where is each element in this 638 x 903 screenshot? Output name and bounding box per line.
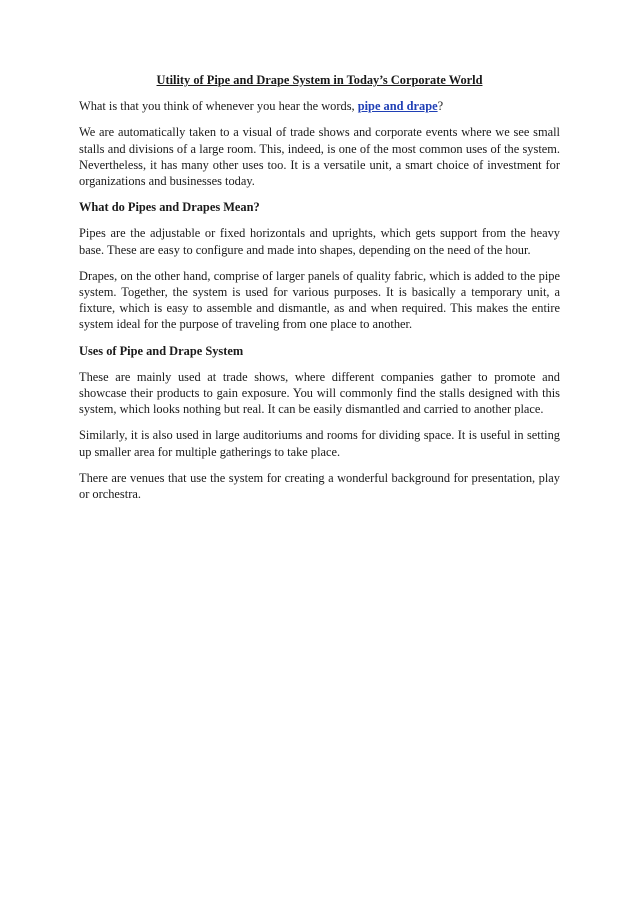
- paragraph-venues: There are venues that use the system for creating a wonderful background for presentation, play or orchestra.: [79, 470, 560, 502]
- intro-question-mark: ?: [437, 99, 444, 114]
- heading-what-do-pipes-and-drapes-mean: What do Pipes and Drapes Mean?: [79, 200, 260, 215]
- heading-uses-of-pipe-and-drape: Uses of Pipe and Drape System: [79, 343, 244, 358]
- intro-paragraph: [79, 98, 560, 114]
- paragraph-auditoriums: Similarly, it is also used in large auditoriums and rooms for dividing space. It is useful in setting up smaller area for multiple gatherings to take place.: [79, 428, 560, 459]
- paragraph-visual: We are automatically taken to a visual of trade shows and corporate events where we see small stalls and divisions of a large room. This, indeed, is one of the most common uses of the system. Nevertheless, it has many other uses too. It is a versatile unit, a smart choice of investment for organizations and businesses today.: [79, 125, 560, 189]
- document-title: Utility of Pipe and Drape System in Today’s Corporate World: [156, 73, 483, 87]
- paragraph-drapes: Drapes, on the other hand, comprise of larger panels of quality fabric, which is added to the pipe system. Together, the system is used for various purposes. It is basically a temporary unit, a fixture, which is easy to assemble and dismantle, as and when required. This makes the entire system ideal for the purpose of traveling from one place to another.: [79, 268, 560, 332]
- pipe-and-drape-link[interactable]: pipe and drape: [357, 99, 438, 114]
- intro-text: What is that you think of whenever you hear the words,: [79, 99, 358, 114]
- document-body: [79, 72, 560, 512]
- paragraph-pipes: Pipes are the adjustable or fixed horizontals and uprights, which gets support from the heavy base. These are easy to configure and made into shapes, depending on the need of the hour.: [79, 226, 560, 257]
- paragraph-trade-shows: These are mainly used at trade shows, where different companies gather to promote and showcase their products to gain exposure. You will commonly find the stalls designed with this system, which looks nothing but real. It can be easily dismantled and carried to another place.: [79, 369, 560, 417]
